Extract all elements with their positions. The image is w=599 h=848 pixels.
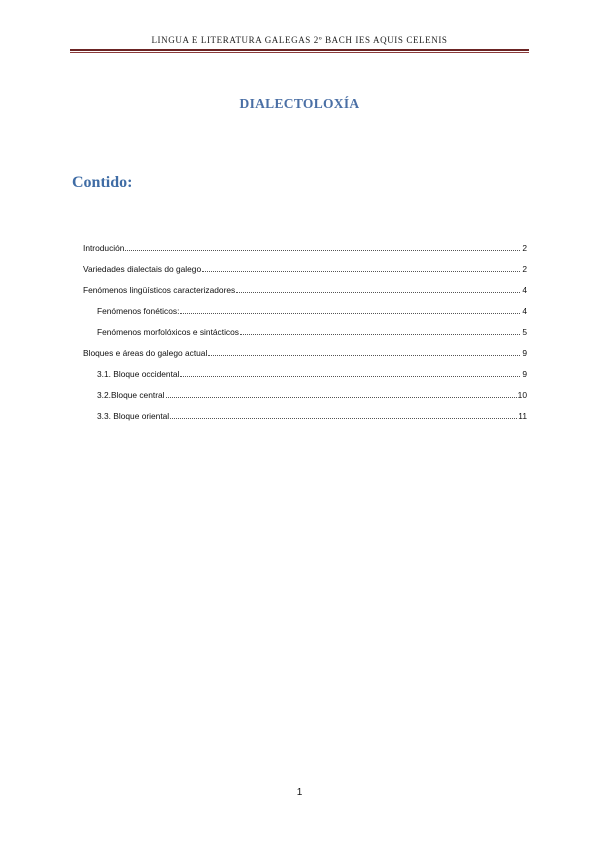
toc-entry-page: 9 — [522, 348, 527, 358]
toc-leader — [202, 262, 520, 272]
toc-entry-bloques[interactable] — [83, 346, 527, 358]
toc-leader — [208, 346, 520, 356]
toc-entry-title: Fenómenos lingüísticos caracterizadores — [83, 285, 236, 295]
toc-leader — [180, 304, 520, 314]
toc-entry-morfoloxicos[interactable] — [97, 325, 527, 337]
document-title: DIALECTOLOXÍA — [239, 96, 360, 111]
toc-leader — [236, 283, 520, 293]
toc-entry-page: 5 — [522, 327, 527, 337]
toc-entry-fenomenos[interactable] — [83, 283, 527, 295]
toc-entry-bloque-central[interactable] — [97, 388, 527, 400]
toc-entry-title: 3.2.Bloque central — [97, 390, 165, 400]
page-number: 1 — [296, 787, 303, 798]
toc-entry-page: 2 — [522, 243, 527, 253]
running-header: LINGUA E LITERATURA GALEGAS 2º BACH IES AQUIS CELENIS — [151, 35, 448, 45]
header-rule-thin — [70, 52, 529, 53]
toc-entry-title: Introdución — [83, 243, 125, 253]
toc-entry-title: 3.3. Bloque oriental — [97, 411, 170, 421]
toc-entry-title: 3.1. Bloque occidental — [97, 369, 180, 379]
toc-entry-foneticos[interactable] — [97, 304, 527, 316]
toc-entry-page: 10 — [517, 390, 527, 400]
toc-entry-title: Fenómenos morfolóxicos e sintácticos — [97, 327, 239, 337]
toc-leader — [180, 367, 520, 377]
toc-entry-introducion[interactable] — [83, 241, 527, 253]
toc-heading: Contido: — [72, 174, 133, 191]
toc-entry-title: Variedades dialectais do galego — [83, 264, 202, 274]
toc-leader — [125, 241, 520, 251]
toc-entry-page: 4 — [522, 306, 527, 316]
toc-entry-title: Fenómenos fonéticos: — [97, 306, 180, 316]
toc-entry-page: 4 — [522, 285, 527, 295]
header-rule — [70, 49, 529, 51]
toc-entry-bloque-oriental[interactable] — [97, 409, 527, 421]
toc-entry-bloque-occidental[interactable] — [97, 367, 527, 379]
toc-entry-page: 2 — [522, 264, 527, 274]
toc-entry-page: 11 — [518, 411, 527, 421]
toc-entry-variedades[interactable] — [83, 262, 527, 274]
toc-leader — [170, 409, 517, 419]
toc-entry-page: 9 — [522, 369, 527, 379]
toc-leader — [166, 388, 517, 398]
toc-entry-title: Bloques e áreas do galego actual — [83, 348, 208, 358]
toc-leader — [240, 325, 520, 335]
